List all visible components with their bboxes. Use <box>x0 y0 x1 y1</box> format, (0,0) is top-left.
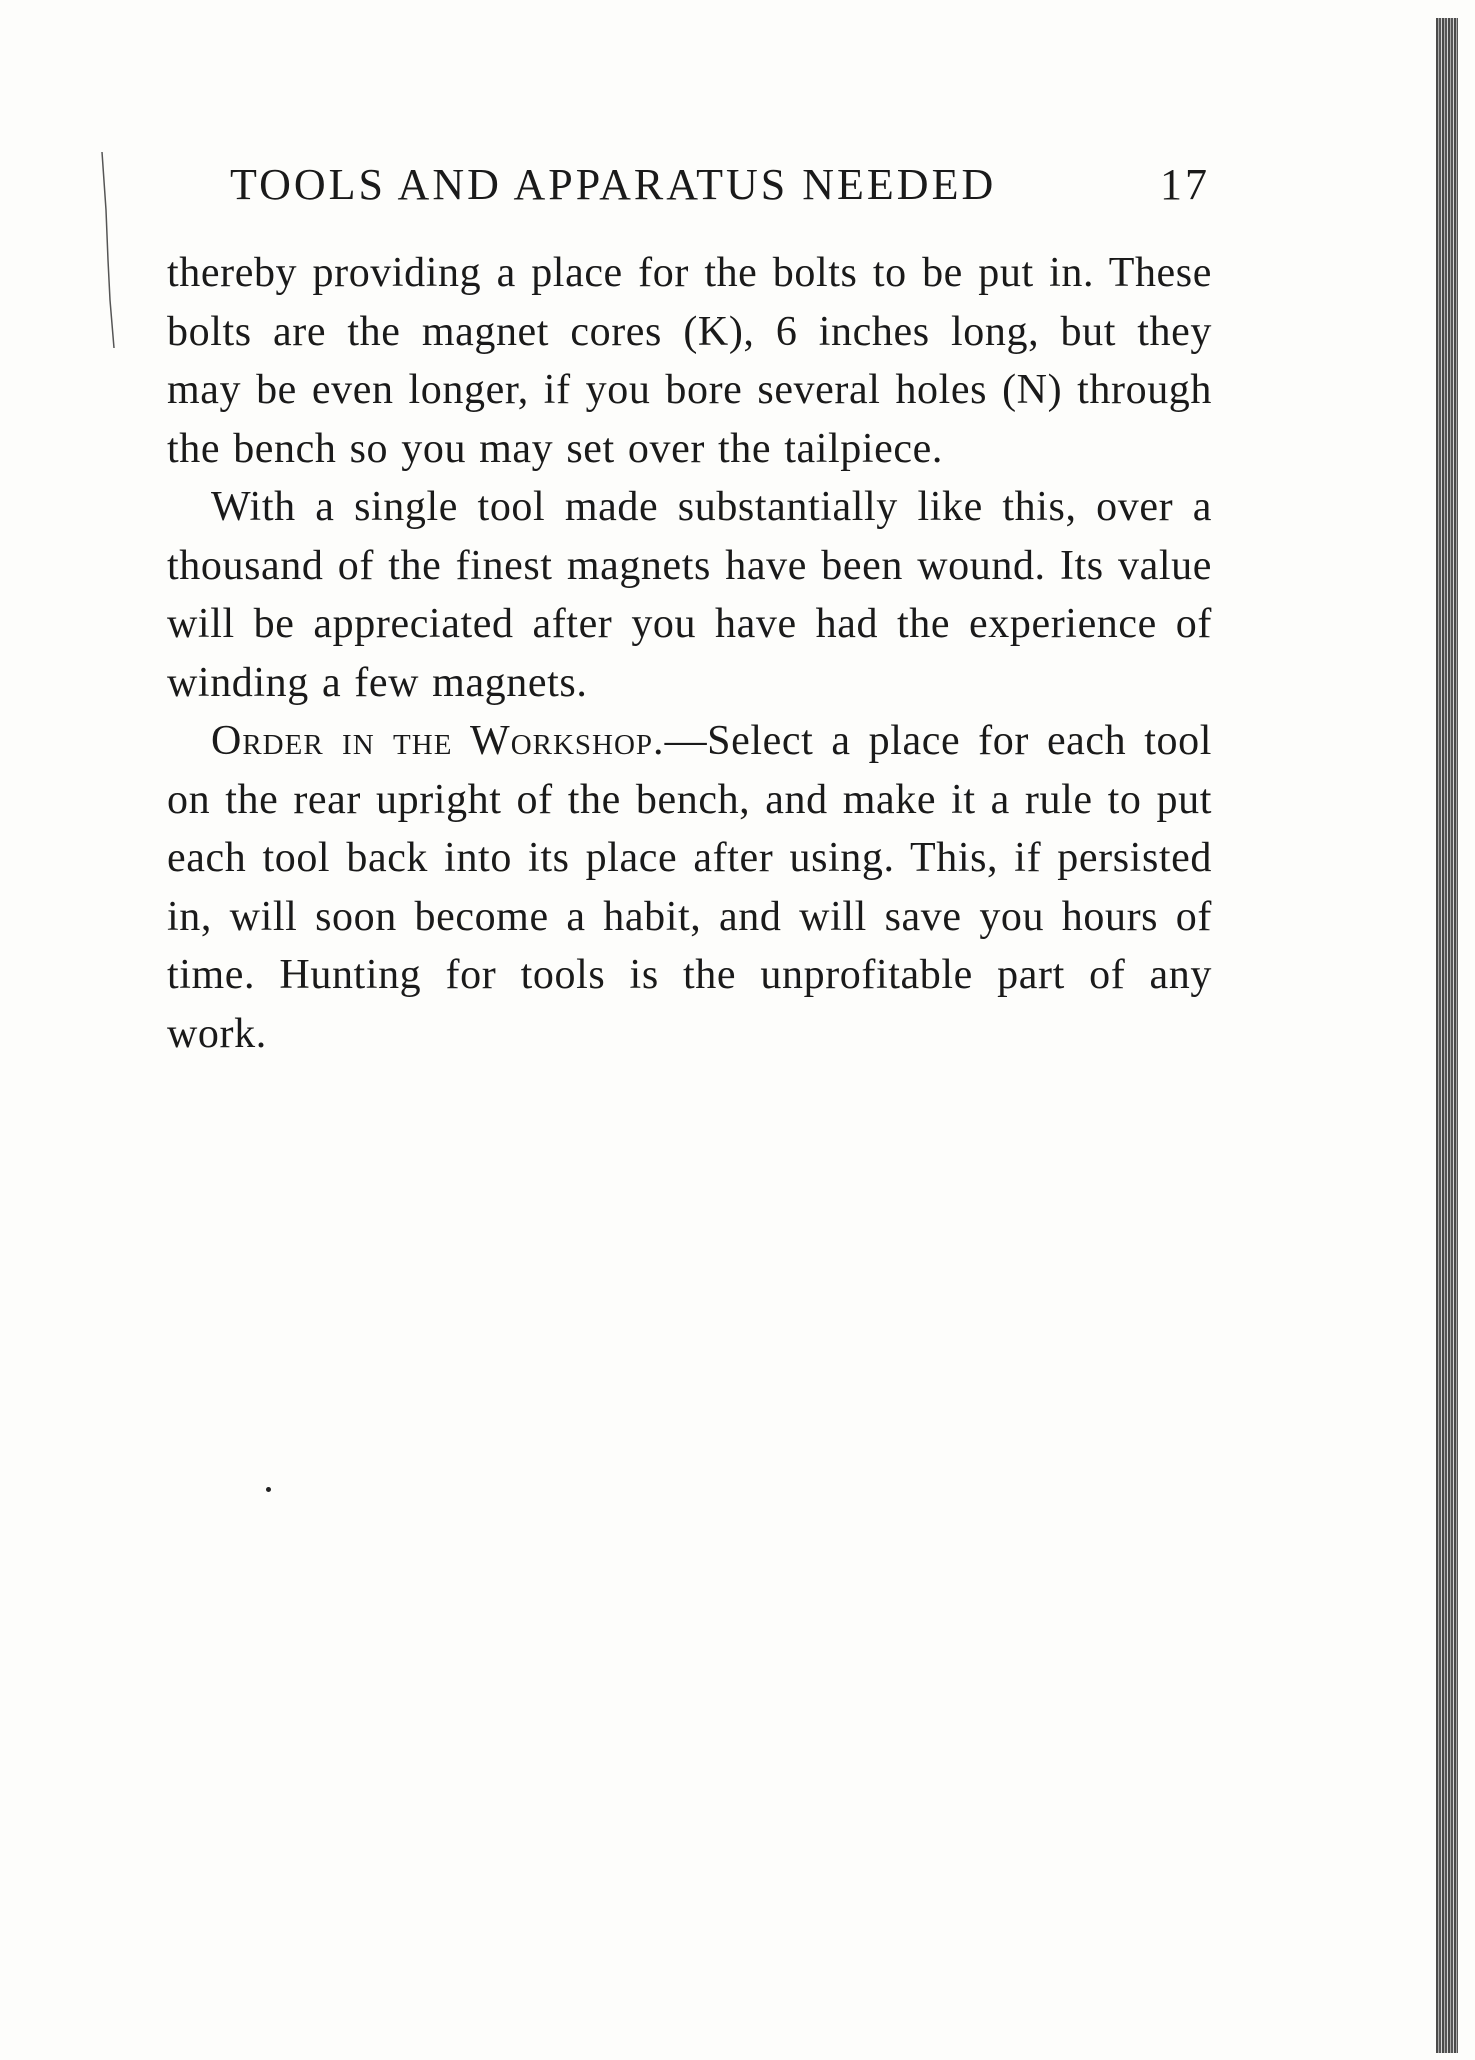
paragraph-2-text: With a single tool made substantially like this, over a thousand of the finest magnets have been wound. Its value will be appreciated after you have had the experience of winding a few magnets. <box>167 484 1212 706</box>
scan-speck <box>266 1487 271 1492</box>
paragraph-3 <box>167 712 1212 1063</box>
paragraph-1-text: thereby providing a place for the bolts to be put in. These bolts are the magnet cores (K), 6 inches long, but they may be even longer, if you bore several holes (N) through the bench so you may set over the tailpiece. <box>167 250 1212 472</box>
section-lead: Order in the Workshop. <box>211 718 665 764</box>
running-header <box>230 150 1210 220</box>
scan-binding-edge <box>1436 18 1458 2053</box>
paragraph-1 <box>167 244 1212 478</box>
paragraph-2 <box>167 478 1212 712</box>
body-text <box>167 244 1212 1063</box>
chapter-title: TOOLS AND APPARATUS NEEDED <box>230 160 997 209</box>
paragraph-3-text: —Select a place for each tool on the rear upright of the bench, and make it a rule to put each tool back into its place after using. This, if persisted in, will soon become a habit, and will save you hours of time. Hunting for tools is the unprofitable part of any work. <box>167 718 1212 1057</box>
page-number: 17 <box>1160 160 1210 209</box>
scan-margin-mark <box>100 150 120 350</box>
